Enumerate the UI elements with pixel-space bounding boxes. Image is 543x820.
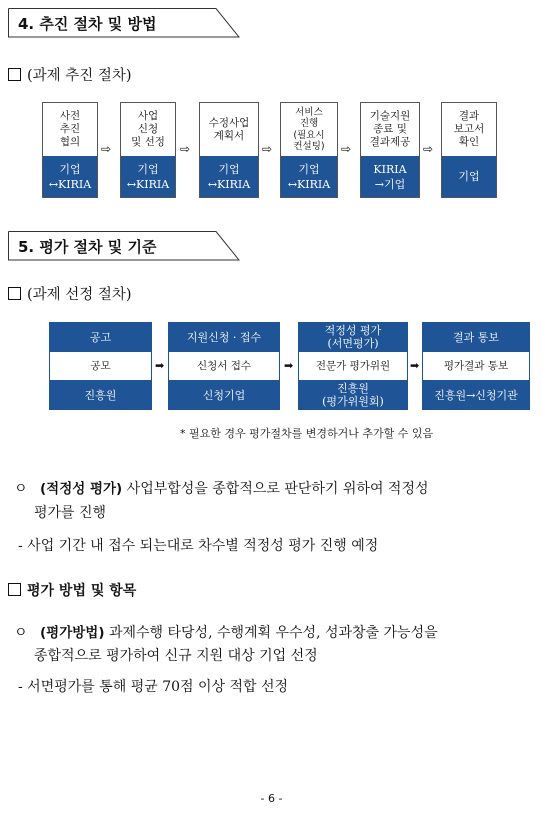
right-arrow-icon: ⇨ (262, 142, 273, 156)
stage-task: 공모 (49, 352, 152, 380)
method-heading (8, 580, 136, 600)
stage-owner: 신청기업 (168, 380, 280, 410)
process-heading-text: (과제 추진 절차) (27, 68, 132, 84)
method-heading-text: 평가 방법 및 항목 (27, 583, 137, 599)
method-detail: - 서면평가를 통해 평균 70점 이상 적합 선정 (18, 679, 289, 695)
circle-bullet: ㅇ (14, 481, 28, 497)
process-step-2 (120, 102, 176, 198)
process-step-actor: KIRIA →기업 (361, 156, 419, 197)
process-step-1 (42, 102, 98, 198)
adequacy-line-2: 평가를 진행 (34, 505, 107, 521)
adequacy-label: (적정성 평가) (39, 481, 123, 497)
process-step-label: 수정사업 계획서 (208, 116, 250, 142)
right-arrow-icon: ⇨ (180, 142, 191, 156)
method-paragraph (14, 622, 438, 644)
stage-owner: 진흥원 (평가위원회) (298, 380, 408, 410)
process-step-label: 사전 추진 협의 (59, 110, 81, 148)
process-step-label: 기술지원 종료 및 결과제공 (369, 110, 411, 148)
adequacy-detail: - 사업 기간 내 접수 되는대로 차수별 적정성 평가 진행 예정 (18, 538, 379, 554)
process-step-actor: 기업 ↔KIRIA (200, 156, 258, 197)
square-bullet-icon (8, 68, 21, 81)
adequacy-paragraph (14, 478, 429, 500)
right-arrow-icon: ⇨ (341, 142, 352, 156)
process-step-label: 결과 보고서 확인 (453, 110, 485, 148)
circle-bullet: ㅇ (14, 625, 28, 641)
stage-task: 신청서 접수 (168, 352, 280, 380)
process-step-actor: 기업 ↔KIRIA (43, 156, 97, 197)
process-step-actor: 기업 (442, 156, 496, 197)
process-step-6 (441, 102, 497, 198)
method-label: (평가방법) (39, 625, 105, 641)
process-step-5 (360, 102, 420, 198)
page-number: - 6 - (260, 792, 283, 805)
stage-title: 적정성 평가 (서면평가) (298, 322, 408, 352)
right-arrow-icon: ➡ (155, 359, 165, 372)
square-bullet-icon (8, 583, 21, 596)
stage-owner: 진흥원→신청기관 (422, 380, 530, 410)
selection-note: * 필요한 경우 평가절차를 변경하거나 추가할 수 있음 (180, 427, 434, 440)
process-step-actor: 기업 ↔KIRIA (281, 156, 337, 197)
selection-stage-4 (422, 322, 530, 410)
stage-owner: 진흥원 (49, 380, 152, 410)
stage-task: 전문가 평가위원 (298, 352, 408, 380)
process-step-3 (199, 102, 259, 198)
selection-stage-3 (298, 322, 408, 410)
adequacy-line-1: 사업부합성을 종합적으로 판단하기 위하여 적정성 (122, 481, 429, 497)
section-4-header (8, 8, 240, 36)
right-arrow-icon: ⇨ (423, 142, 434, 156)
section-5-header (8, 231, 240, 259)
selection-stage-2 (168, 322, 280, 410)
method-line-1: 과제수행 타당성, 수행계획 우수성, 성과창출 가능성을 (104, 625, 438, 641)
stage-title: 결과 통보 (422, 322, 530, 352)
process-step-label: 사업 신청 및 선정 (131, 110, 165, 148)
process-step-label: 서비스 진행 (필요시 컨설팅) (293, 106, 325, 152)
right-arrow-icon: ➡ (410, 359, 420, 372)
selection-heading-text: (과제 선정 절차) (27, 287, 132, 303)
process-step-actor: 기업 ↔KIRIA (121, 156, 175, 197)
right-arrow-icon: ⇨ (101, 142, 112, 156)
section-4-title: 4. 추진 절차 및 방법 (18, 15, 157, 33)
right-arrow-icon: ➡ (284, 359, 294, 372)
section-5-title: 5. 평가 절차 및 기준 (18, 238, 157, 256)
method-line-2: 종합적으로 평가하여 신규 지원 대상 기업 선정 (34, 648, 318, 664)
process-step-4 (280, 102, 338, 198)
process-heading (8, 64, 132, 85)
stage-task: 평가결과 통보 (422, 352, 530, 380)
selection-heading (8, 283, 132, 304)
selection-stage-1 (49, 322, 152, 410)
stage-title: 공고 (49, 322, 152, 352)
stage-title: 지원신청 · 접수 (168, 322, 280, 352)
square-bullet-icon (8, 287, 21, 300)
